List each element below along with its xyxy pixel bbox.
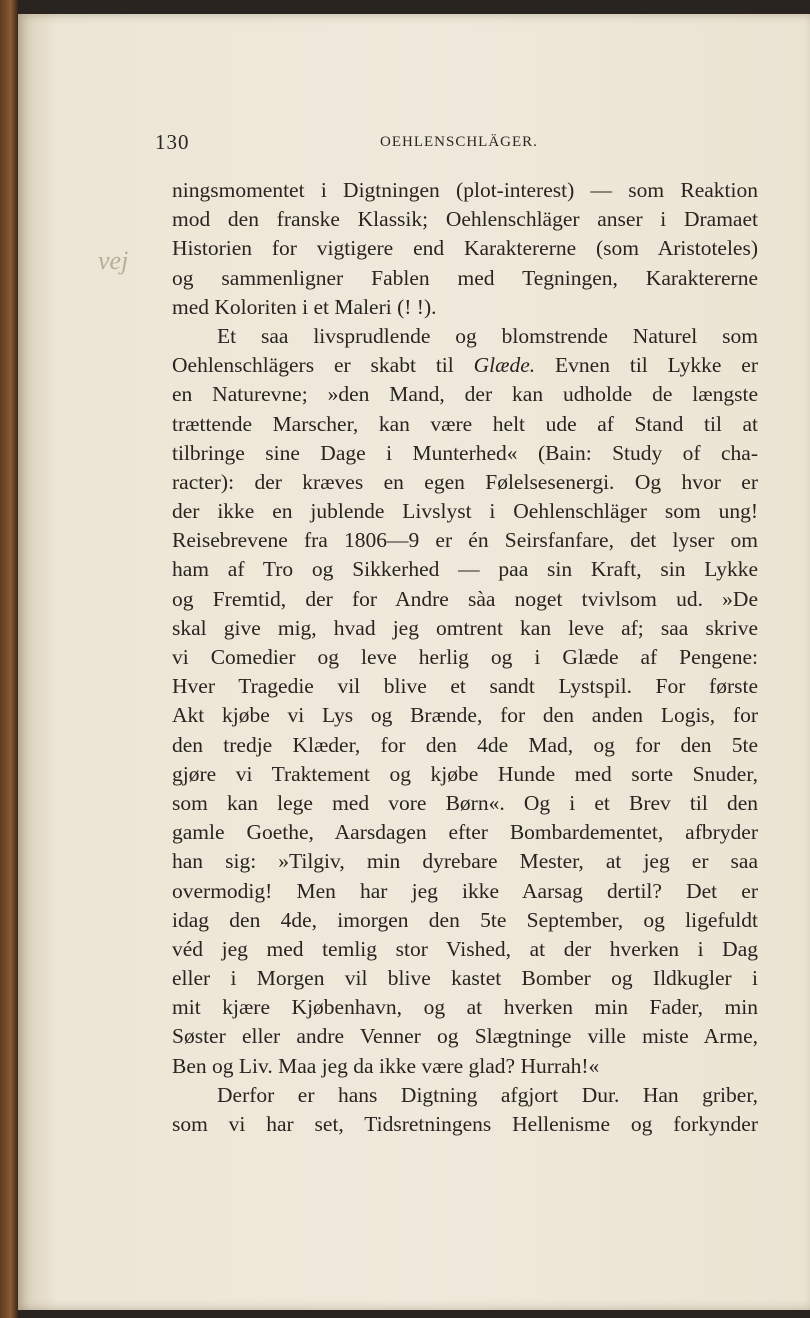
text-line: med Koloriten i et Maleri (! !). xyxy=(172,294,437,319)
text-line: og sammenligner Fablen med Tegningen, Karaktererne xyxy=(172,265,758,290)
page-number: 130 xyxy=(155,130,190,154)
text-line: som kan lege med vore Børn«. Og i et Brev til den xyxy=(172,790,758,815)
running-title: OEHLENSCHLÄGER. xyxy=(380,134,538,150)
text-line: ningsmomentet i Digtningen (plot-interest) — som Reaktion xyxy=(172,178,758,202)
text-line: skal give mig, hvad jeg omtrent kan leve af; saa skrive xyxy=(172,615,758,640)
text-line: trættende Marscher, kan være helt ude af Stand til at xyxy=(172,411,758,436)
body-text xyxy=(172,176,758,1139)
text-line: Et saa livsprudlende og blomstrende Naturel som xyxy=(217,323,758,348)
text-line: en Naturevne; »den Mand, der kan udholde de længste xyxy=(172,382,758,407)
text-line: tilbringe sine Dage i Munterhed« (Bain: Study of cha- xyxy=(172,440,758,465)
text-line: gjøre vi Traktement og kjøbe Hunde med sorte Snuder, xyxy=(172,761,758,786)
text-line: Søster eller andre Venner og Slægtninge ville miste Arme, xyxy=(172,1024,758,1049)
text-line: idag den 4de, imorgen den 5te September, og ligefuldt xyxy=(172,907,758,932)
text-line: der ikke en jublende Livslyst i Oehlenschläger som ung! xyxy=(172,499,758,524)
text-line: gamle Goethe, Aarsdagen efter Bombardementet, afbryder xyxy=(172,820,758,845)
text-line: han sig: »Tilgiv, min dyrebare Mester, at jeg er saa xyxy=(172,849,758,874)
text-line: mod den franske Klassik; Oehlenschläger anser i Dramaet xyxy=(172,207,758,232)
text-line: som vi har set, Tidsretningens Hellenisme og forkynder xyxy=(172,1112,758,1136)
text-line: mit kjære Kjøbenhavn, og at hverken min Fader, min xyxy=(172,995,758,1020)
text-line: overmodig! Men har jeg ikke Aarsag dertil? Det er xyxy=(172,878,758,903)
book-binding-edge xyxy=(0,0,18,1318)
margin-pencil-note: vej xyxy=(98,246,129,275)
text-line: den tredje Klæder, for den 4de Mad, og for den 5te xyxy=(172,732,758,757)
text-line: Hver Tragedie vil blive et sandt Lystspil. For første xyxy=(172,674,758,699)
text-line: Derfor er hans Digtning afgjort Dur. Han griber, xyxy=(217,1082,758,1107)
text-line: vi Comedier og leve herlig og i Glæde af Pengene: xyxy=(172,645,758,669)
emphasized-word: Glæde. xyxy=(473,353,536,378)
text-line: Akt kjøbe vi Lys og Brænde, for den anden Logis, for xyxy=(172,703,758,728)
text-line: véd jeg med temlig stor Vished, at der hverken i Dag xyxy=(172,936,758,961)
text-line: Historien for vigtigere end Karaktererne (som Aristoteles) xyxy=(172,236,758,261)
page-header xyxy=(155,130,755,160)
text-line: og Fremtid, der for Andre sàa noget tvivlsom ud. »De xyxy=(172,586,758,611)
text-line: Reisebrevene fra 1806—9 er én Seirsfanfare, det lyser om xyxy=(172,528,758,553)
text-line: Oehlenschlägers er skabt til Glæde. Evnen til Lykke er xyxy=(172,353,758,378)
text-line: Ben og Liv. Maa jeg da ikke være glad? Hurrah!« xyxy=(172,1053,600,1078)
text-line: racter): der kræves en egen Følelsesenergi. Og hvor er xyxy=(172,469,758,494)
text-line: eller i Morgen vil blive kastet Bomber og Ildkugler i xyxy=(172,966,758,991)
text-line: ham af Tro og Sikkerhed — paa sin Kraft, sin Lykke xyxy=(172,557,758,582)
